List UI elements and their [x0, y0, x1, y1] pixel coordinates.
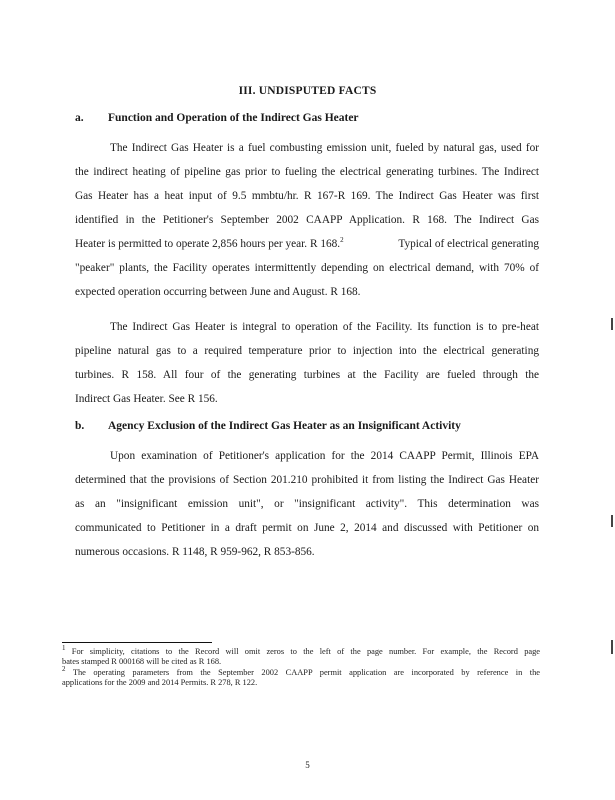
footnote-divider — [62, 642, 212, 643]
paragraph-line: Upon examination of Petitioner's application for the 2014 CAAPP Permit, Illinois EPA — [110, 450, 539, 462]
footnote-line — [62, 644, 540, 657]
paragraph-line-end: Typical of electrical generating — [398, 238, 539, 250]
footnote-line: bates stamped R 000168 will be cited as R 168. — [62, 657, 222, 666]
section-b-heading — [75, 420, 461, 432]
paragraph-line: The Indirect Gas Heater is integral to operation of the Facility. Its function is to pre-heat — [110, 321, 539, 333]
paragraph-line: the indirect heating of pipeline gas prior to fueling the electrical generating turbines. The Indirect — [75, 166, 539, 178]
footnote-line: applications for the 2009 and 2014 Permits. R 278, R 122. — [62, 678, 258, 687]
paragraph-line: The Indirect Gas Heater is a fuel combusting emission unit, fueled by natural gas, used for — [110, 142, 539, 154]
paragraph-line: Indirect Gas Heater. See R 156. — [75, 393, 218, 405]
paragraph-line: Gas Heater has a heat input of 9.5 mmbtu/hr. R 167-R 169. The Indirect Gas Heater was first — [75, 190, 539, 202]
section-a-title: Function and Operation of the Indirect Gas Heater — [108, 112, 359, 124]
scan-artifact — [611, 515, 613, 527]
footnote-mark-1: 1 — [62, 644, 66, 653]
scan-artifact — [611, 318, 613, 330]
paragraph-line: as an "insignificant emission unit", or "insignificant activity". This determination was — [75, 498, 539, 510]
page-number: 5 — [305, 760, 310, 770]
paragraph-line: pipeline natural gas to a required temperature prior to injection into the electrical generating — [75, 345, 539, 357]
paragraph-line: identified in the Petitioner's September 2002 CAAPP Application. R 168. The Indirect Gas — [75, 214, 539, 226]
paragraph-line: communicated to Petitioner in a draft permit on June 2, 2014 and discussed with Petitioner on — [75, 522, 539, 534]
footnote-line — [62, 665, 540, 678]
footnote-mark-2: 2 — [62, 665, 66, 674]
footnote-text: For simplicity, citations to the Record will omit zeros to the left of the page number. For example, the Record page — [71, 647, 540, 656]
section-a-letter: a. — [75, 112, 84, 124]
section-b-title: Agency Exclusion of the Indirect Gas Heater as an Insignificant Activity — [108, 420, 461, 432]
paragraph-line: "peaker" plants, the Facility operates intermittently depending on electrical demand, with 70% of — [75, 262, 539, 274]
paragraph-line: turbines. R 158. All four of the generating turbines at the Facility are fueled through the — [75, 369, 539, 381]
paragraph-line: determined that the provisions of Section 201.210 prohibited it from listing the Indirect Gas Heater — [75, 474, 539, 486]
section-a-heading — [75, 112, 359, 124]
footnote-text: The operating parameters from the September 2002 CAAPP permit application are incorporated by reference in the — [72, 668, 540, 677]
section-b-letter: b. — [75, 420, 85, 432]
paragraph-line: expected operation occurring between June and August. R 168. — [75, 286, 361, 298]
paragraph-line — [75, 237, 539, 251]
scan-artifact — [611, 640, 613, 654]
paragraph-line-start: Heater is permitted to operate 2,856 hours per year. R 168. — [75, 238, 341, 250]
section-heading: III. UNDISPUTED FACTS — [238, 85, 377, 97]
paragraph-line: numerous occasions. R 1148, R 959-962, R 853-856. — [75, 546, 315, 558]
footnote-ref-2: 2 — [340, 236, 344, 245]
